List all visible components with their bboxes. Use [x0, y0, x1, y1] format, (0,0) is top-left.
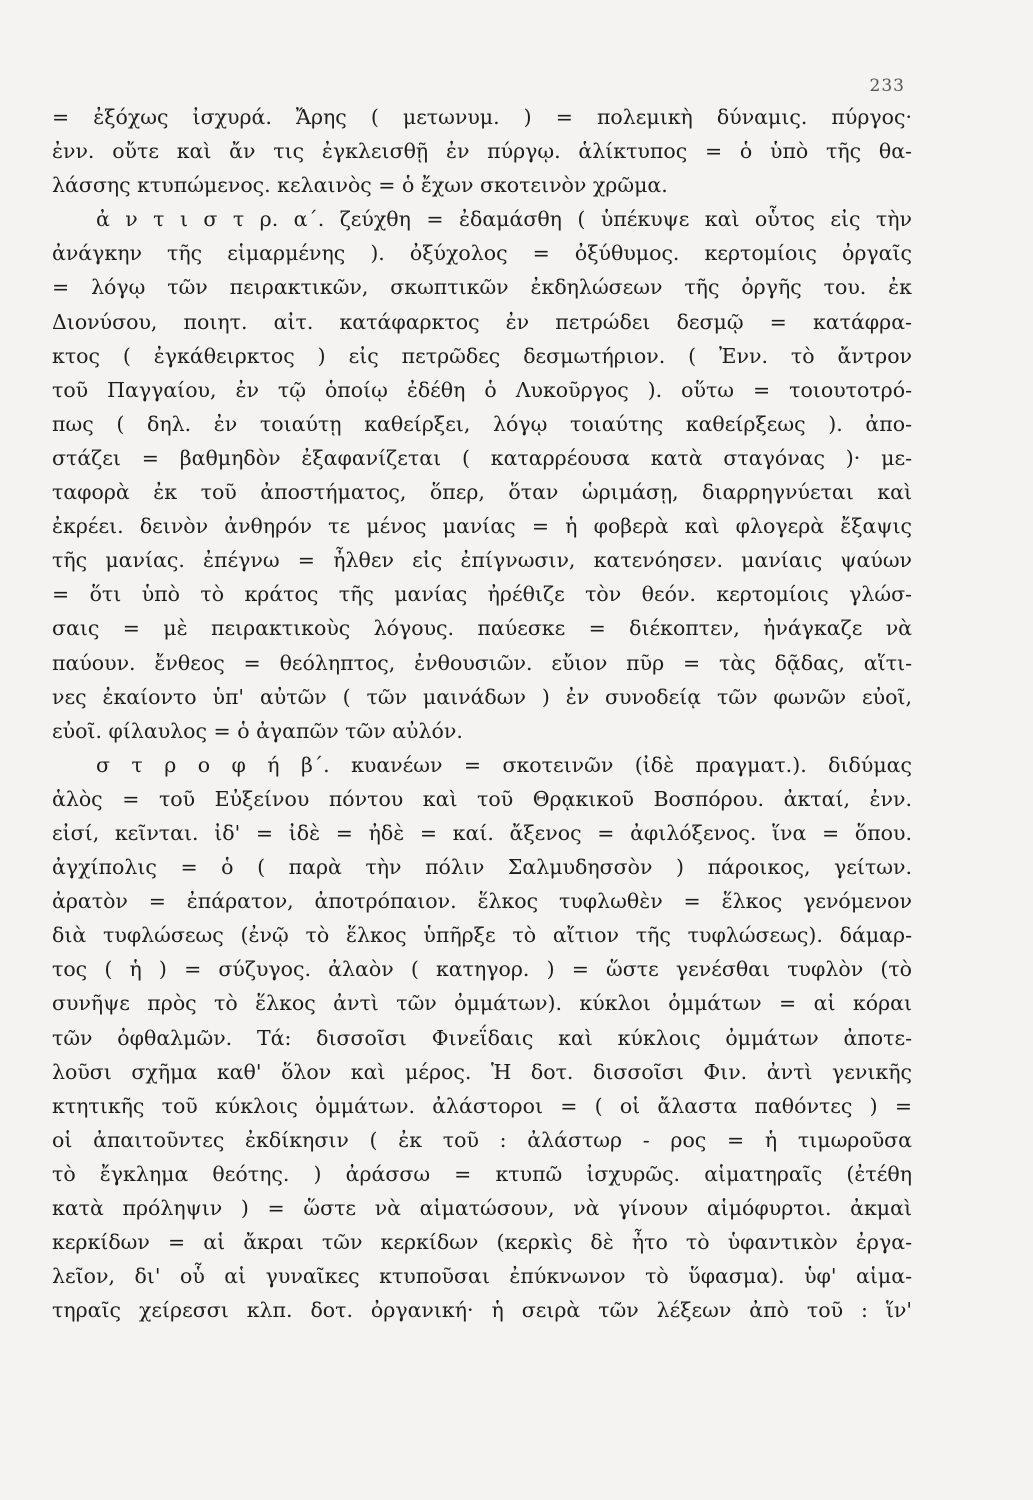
text-line: λεῖον, δι' οὗ αἱ γυναῖκες κτυποῦσαι ἐπύκνωνον τὸ ὕφασμα). ὑφ' αἱμα-	[52, 1264, 912, 1289]
text-line: κατὰ πρόληψιν ) = ὥστε νὰ αἱματώσουν, νὰ γίνουν αἱμόφυρτοι. ἀκμαὶ	[52, 1196, 912, 1220]
text-line: σ τ ρ ο φ ή β΄. κυανέων = σκοτεινῶν (ἰδὲ πραγματ.). διδύμας	[96, 752, 912, 777]
text-line: ἀρατὸν = ἐπάρατον, ἀποτρόπαιον. ἕλκος τυφλωθὲν = ἕλκος γενόμενον	[52, 889, 912, 914]
text-line: ταφορὰ ἐκ τοῦ ἀποστήματος, ὅπερ, ὅταν ὡριμάσῃ, διαρρηγνύεται καὶ	[52, 480, 912, 505]
text-line: οἱ ἀπαιτοῦντες ἐκδίκησιν ( ἐκ τοῦ : ἀλάστωρ - ρος = ἡ τιμωροῦσα	[52, 1127, 912, 1152]
text-line: στάζει = βαθμηδὸν ἐξαφανίζεται ( καταρρέουσα κατὰ σταγόνας )· με-	[52, 445, 912, 470]
text-line: συνῆψε πρὸς τὸ ἕλκος ἀντὶ τῶν ὀμμάτων). κύκλοι ὀμμάτων = αἱ κόραι	[52, 991, 912, 1016]
text-line: νες ἐκαίοντο ὑπ' αὐτῶν ( τῶν μαινάδων ) ἐν συνοδείᾳ τῶν φωνῶν εὐοῖ,	[52, 684, 912, 709]
page-number: 233	[869, 76, 905, 96]
text-line: διὰ τυφλώσεως (ἐνῷ τὸ ἕλκος ὑπῆρξε τὸ αἴτιον τῆς τυφλώσεως). δάμαρ-	[52, 923, 912, 948]
text-line: τος ( ἡ ) = σύζυγος. ἀλαὸν ( κατηγορ. ) = ὥστε γενέσθαι τυφλὸν (τὸ	[52, 957, 912, 982]
text-line: τοῦ Παγγαίου, ἐν τῷ ὁποίῳ ἐδέθη ὁ Λυκοῦργος ). οὕτω = τοιουτοτρό-	[52, 377, 912, 402]
text-line: εὐοῖ. φίλαυλος = ὁ ἀγαπῶν τῶν αὐλόν.	[52, 718, 463, 743]
text-line: κτος ( ἐγκάθειρκτος ) εἰς πετρῶδες δεσμωτήριον. ( Ἐνν. τὸ ἄντρον	[52, 343, 912, 368]
text-line: ἀγχίπολις = ὁ ( παρὰ τὴν πόλιν Σαλμυδησσὸν ) πάροικος, γείτων.	[52, 855, 912, 880]
text-line: εἰσί, κεῖνται. ἰδ' = ἰδὲ = ἠδὲ = καί. ἄξενος = ἀφιλόξενος. ἵνα = ὅπου.	[52, 820, 912, 845]
text-line: = ὅτι ὑπὸ τὸ κράτος τῆς μανίας ἠρέθιζε τὸν θεόν. κερτομίοις γλώσ-	[52, 582, 912, 607]
text-line: πως ( δηλ. ἐν τοιαύτῃ καθείρξει, λόγῳ τοιαύτης καθείρξεως ). ἀπο-	[52, 411, 912, 436]
text-line: παύουν. ἔνθεος = θεόληπτος, ἐνθουσιῶν. εὔιον πῦρ = τὰς δᾷδας, αἵτι-	[52, 650, 912, 675]
text-line: κερκίδων = αἱ ἄκραι τῶν κερκίδων (κερκὶς δὲ ἦτο τὸ ὑφαντικὸν ἐργα-	[52, 1230, 912, 1255]
text-line: τηραῖς χείρεσσι κλπ. δοτ. ὀργανική· ἡ σειρὰ τῶν λέξεων ἀπὸ τοῦ : ἵν'	[52, 1298, 912, 1323]
text-line: λοῦσι σχῆμα καθ' ὅλον καὶ μέρος. Ἡ δοτ. δισσοῖσι Φιν. ἀντὶ γενικῆς	[52, 1059, 912, 1084]
text-line: λάσσης κτυπώμενος. κελαινὸς = ὁ ἔχων σκοτεινὸν χρῶμα.	[52, 173, 668, 198]
commentary-text	[52, 100, 912, 1327]
text-line: ἐνν. οὔτε καὶ ἄν τις ἐγκλεισθῇ ἐν πύργῳ. ἁλίκτυπος = ὁ ὑπὸ τῆς θα-	[52, 139, 912, 164]
text-line: = λόγῳ τῶν πειρακτικῶν, σκωπτικῶν ἐκδηλώσεων τῆς ὀργῆς του. ἐκ	[52, 275, 912, 300]
text-line: τὸ ἔγκλημα θεότης. ) ἀράσσω = κτυπῶ ἰσχυρῶς. αἱματηραῖς (ἐτέθη	[52, 1161, 912, 1186]
text-line: σαις = μὲ πειρακτικοὺς λόγους. παύεσκε = διέκοπτεν, ἠνάγκαζε νὰ	[52, 616, 912, 641]
text-line: ἁλὸς = τοῦ Εὐξείνου πόντου καὶ τοῦ Θρᾳκικοῦ Βοσπόρου. ἀκταί, ἐνν.	[52, 786, 912, 811]
text-line: ἀ ν τ ι σ τ ρ. α΄. ζεύχθη = ἐδαμάσθη ( ὑπέκυψε καὶ οὗτος εἰς τὴν	[96, 207, 912, 232]
text-line: τῆς μανίας. ἐπέγνω = ἦλθεν εἰς ἐπίγνωσιν, κατενόησεν. μανίαις ψαύων	[52, 548, 912, 573]
text-line: κτητικῆς τοῦ κύκλοις ὀμμάτων. ἀλάστοροι = ( οἱ ἄλαστα παθόντες ) =	[52, 1093, 912, 1118]
text-line: ἀνάγκην τῆς εἱμαρμένης ). ὀξύχολος = ὀξύθυμος. κερτομίοις ὀργαῖς	[52, 241, 912, 266]
text-line: = ἐξόχως ἰσχυρά. Ἄρης ( μετωνυμ. ) = πολεμικὴ δύναμις. πύργος·	[52, 105, 912, 129]
text-line: τῶν ὀφθαλμῶν. Τά: δισσοῖσι Φινεΐδαις καὶ κύκλοις ὀμμάτων ἀποτε-	[52, 1025, 912, 1050]
text-line: Διονύσου, ποιητ. αἰτ. κατάφαρκτος ἐν πετρώδει δεσμῷ = κατάφρα-	[52, 309, 912, 334]
text-line: ἐκρέει. δεινὸν ἀνθηρόν τε μένος μανίας = ἡ φοβερὰ καὶ φλογερὰ ἔξαψις	[52, 514, 912, 539]
